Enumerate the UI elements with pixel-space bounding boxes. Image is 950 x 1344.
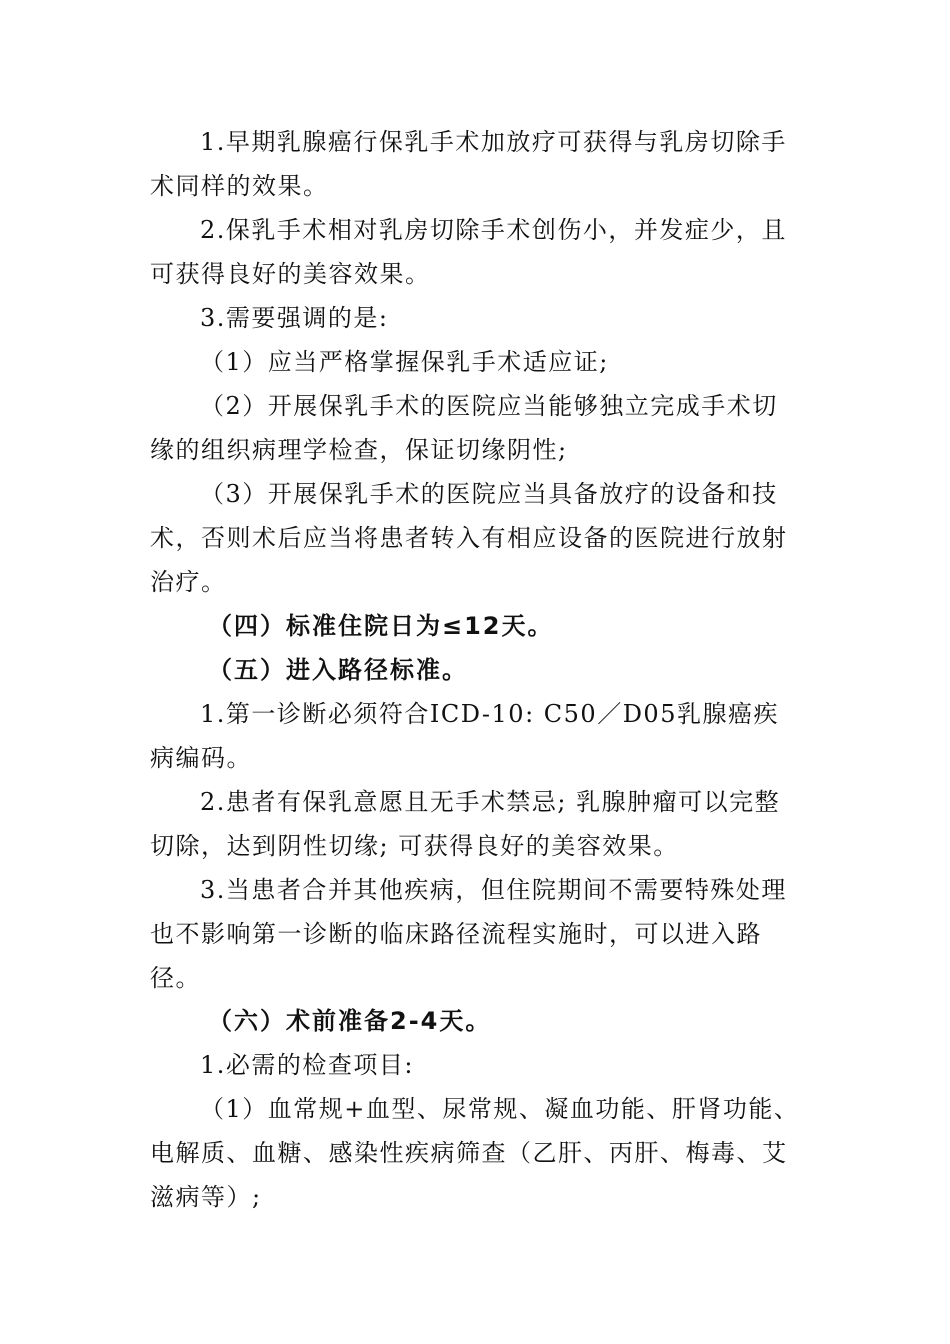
paragraph-8: 2.患者有保乳意愿且无手术禁忌; 乳腺肿瘤可以完整切除，达到阴性切缘; 可获得良好的美容效果。 xyxy=(150,788,781,860)
section-heading-6: （六）术前准备2-4天。 xyxy=(208,1007,492,1035)
paragraph-6: （3）开展保乳手术的医院应当具备放疗的设备和技术，否则术后应当将患者转入有相应设备的医院进行放射治疗。 xyxy=(150,480,788,596)
paragraph-5: （2）开展保乳手术的医院应当能够独立完成手术切缘的组织病理学检查，保证切缘阴性; xyxy=(150,392,778,464)
paragraph-4: （1）应当严格掌握保乳手术适应证; xyxy=(200,348,609,376)
paragraph-11: （1）血常规+血型、尿常规、凝血功能、肝肾功能、电解质、血糖、感染性疾病筛查（乙肝、丙肝、梅毒、艾滋病等）; xyxy=(150,1095,800,1211)
paragraph-1: 1.早期乳腺癌行保乳手术加放疗可获得与乳房切除手术同样的效果。 xyxy=(150,128,787,200)
section-heading-5: （五）进入路径标准。 xyxy=(208,656,468,684)
paragraph-3: 3.需要强调的是: xyxy=(200,304,389,332)
paragraph-10: 1.必需的检查项目: xyxy=(200,1051,414,1079)
paragraph-2: 2.保乳手术相对乳房切除手术创伤小，并发症少，且可获得良好的美容效果。 xyxy=(150,216,787,288)
paragraph-7: 1.第一诊断必须符合ICD-10: C50／D05乳腺癌疾病编码。 xyxy=(150,700,779,772)
paragraph-9: 3.当患者合并其他疾病，但住院期间不需要特殊处理也不影响第一诊断的临床路径流程实施时，可以进入路径。 xyxy=(150,876,787,992)
section-heading-4: （四）标准住院日为≤12天。 xyxy=(208,612,554,640)
